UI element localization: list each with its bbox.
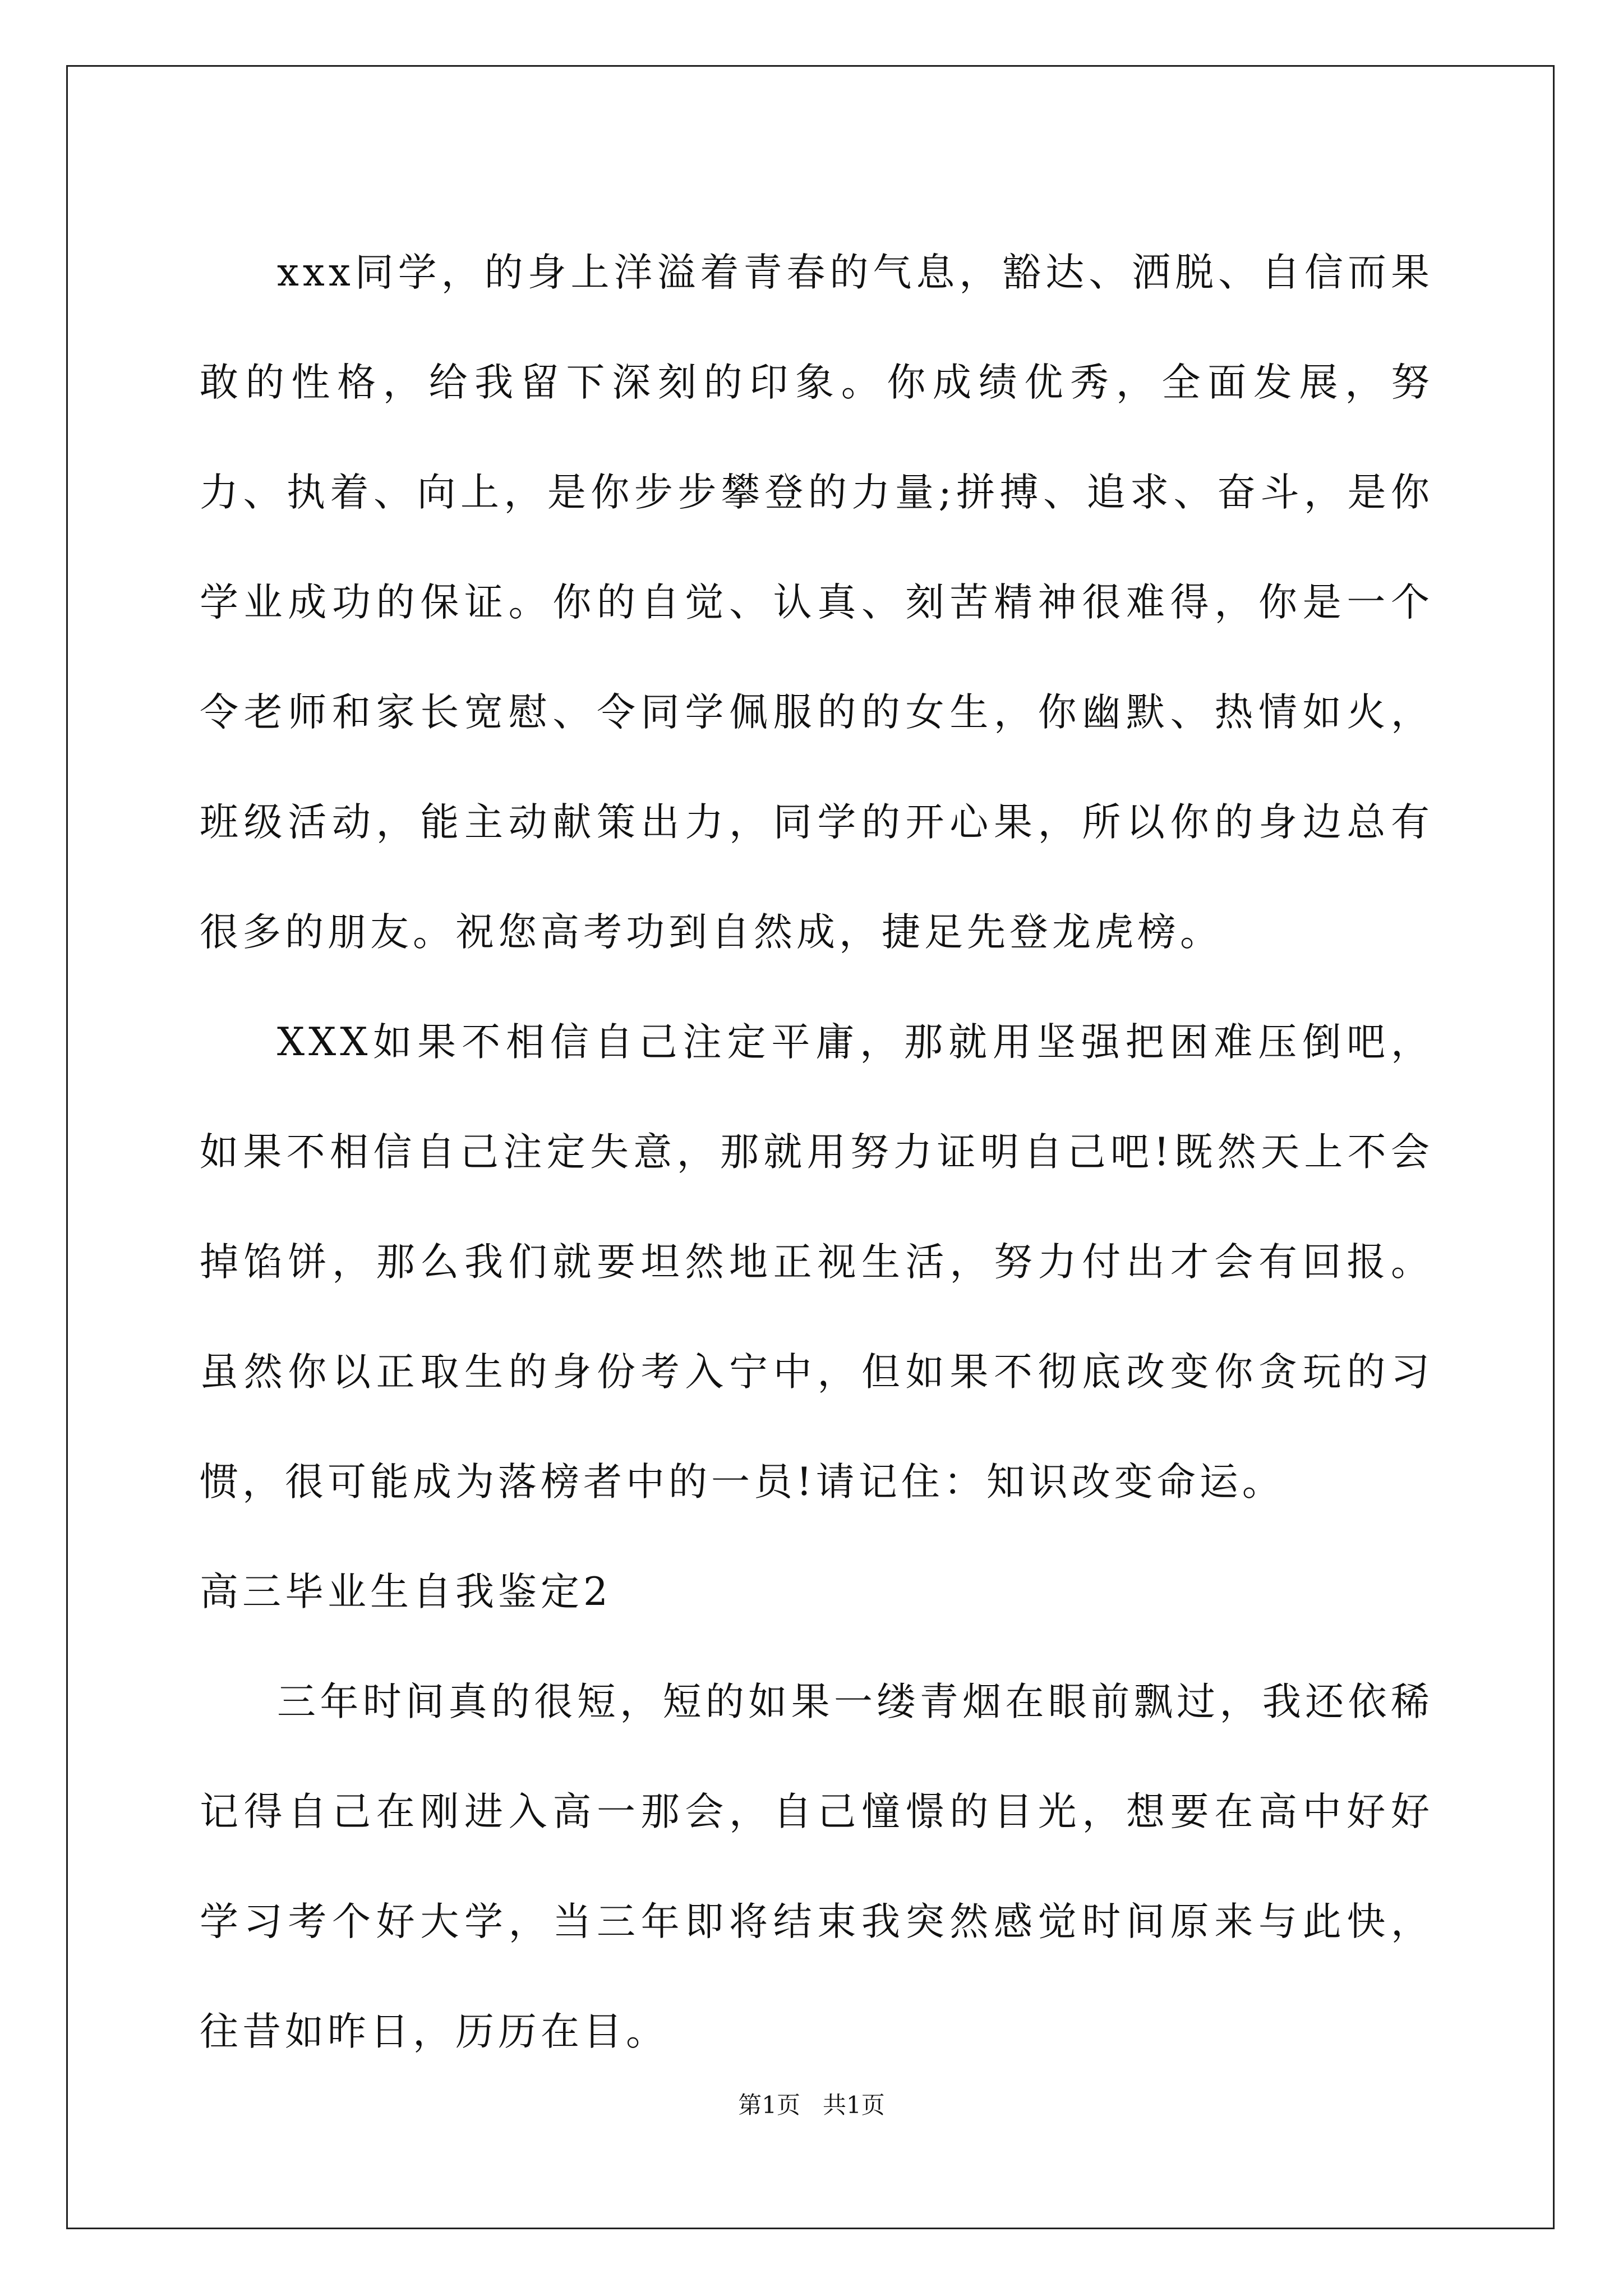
paragraph-3: 三年时间真的很短，短的如果一缕青烟在眼前飘过，我还依稀记得自己在刚进入高一那会，自己憧憬的目光，想要在高中好好学习考个好大学，当三年即将结束我突然感觉时间原来与此快，往昔如昨日，历历在目。	[200, 1680, 1433, 2054]
paragraph-1: xxx同学，的身上洋溢着青春的气息，豁达、洒脱、自信而果敢的性格，给我留下深刻的印象。你成绩优秀，全面发展，努力、执着、向上，是你步步攀登的力量;拼搏、追求、奋斗，是你学业成功的保证。你的自觉、认真、刻苦精神很难得，你是一个令老师和家长宽慰、令同学佩服的的女生，你幽默、热情如火，班级活动，能主动献策出力，同学的开心果，所以你的身边总有很多的朋友。祝您高考功到自然成，捷足先登龙虎榜。	[200, 250, 1433, 955]
paragraph-2: XXX如果不相信自己注定平庸，那就用坚强把困难压倒吧，如果不相信自己注定失意，那就用努力证明自己吧!既然天上不会掉馅饼，那么我们就要坦然地正视生活，努力付出才会有回报。虽然你以正取生的身份考入宁中，但如果不彻底改变你贪玩的习惯，很可能成为落榜者中的一员!请记住：知识改变命运。	[200, 1020, 1433, 1504]
section-heading: 高三毕业生自我鉴定2	[200, 1570, 612, 1614]
document-body	[200, 218, 1433, 2087]
page-footer: 第1页 共1页	[738, 2091, 885, 2119]
